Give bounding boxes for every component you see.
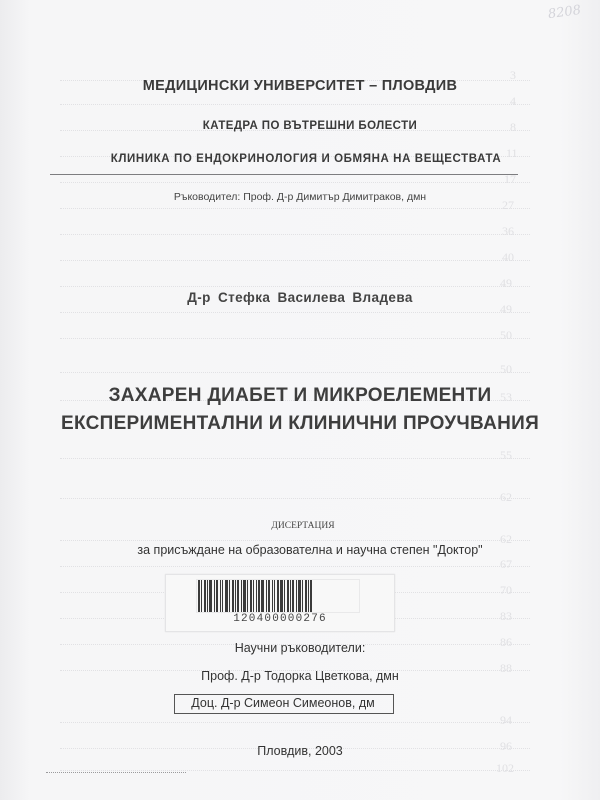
bleed-line — [60, 338, 530, 340]
dotted-line — [46, 772, 186, 773]
author-name: Д-р Стефка Василева Владева — [187, 290, 413, 305]
handwritten-mark: 8208 — [547, 2, 582, 23]
bleed-page-number: 17 — [504, 172, 516, 186]
bleed-page-number: 50 — [500, 362, 512, 376]
clinic-name: КЛИНИКА ПО ЕНДОКРИНОЛОГИЯ И ОБМЯНА НА ВЕЩЕСТВАТА — [110, 153, 502, 165]
barcode-number: 120400000276 — [233, 613, 327, 625]
header-rule — [50, 174, 518, 175]
bleed-page-number: 96 — [500, 739, 512, 753]
supervisor-1: Проф. Д-р Тодорка Цветкова, дмн — [201, 669, 399, 683]
bleed-page-number: 67 — [500, 557, 512, 571]
bleed-page-number: 40 — [502, 250, 514, 264]
degree-statement: за присъждане на образователна и научна степен "Доктор" — [137, 543, 483, 557]
bleed-page-number: 11 — [506, 146, 518, 160]
bleed-line — [60, 498, 530, 500]
bleed-page-number: 86 — [500, 635, 512, 649]
bleed-line — [60, 286, 530, 288]
thesis-title-line-2: ЕКСПЕРИМЕНТАЛНИ И КЛИНИЧНИ ПРОУЧВАНИЯ — [60, 413, 540, 434]
bleed-page-number: 3 — [510, 68, 516, 82]
bleed-line — [60, 182, 530, 184]
bleed-line — [60, 540, 530, 542]
bleed-page-number: 50 — [500, 328, 512, 342]
department-name: КАТЕДРА ПО ВЪТРЕШНИ БОЛЕСТИ — [202, 120, 418, 132]
bleed-page-number: 88 — [500, 661, 512, 675]
bleed-page-number: 70 — [500, 583, 512, 597]
bleed-page-number: 36 — [502, 224, 514, 238]
bleed-page-number: 55 — [500, 448, 512, 462]
bleed-page-number: 94 — [500, 713, 512, 727]
bleed-line — [60, 722, 530, 724]
bleed-page-number: 62 — [500, 532, 512, 546]
bleed-page-number: 49 — [500, 302, 512, 316]
document-type: ДИСЕРТАЦИЯ — [271, 521, 335, 531]
barcode-icon — [196, 579, 360, 613]
bleed-line — [60, 234, 530, 236]
bleed-line — [60, 104, 530, 106]
bleed-line — [60, 208, 530, 210]
bleed-page-number: 83 — [500, 609, 512, 623]
bleed-page-number: 27 — [502, 198, 514, 212]
university-name: МЕДИЦИНСКИ УНИВЕРСИТЕТ – ПЛОВДИВ — [142, 78, 458, 94]
bleed-page-number: 62 — [500, 490, 512, 504]
bleed-line — [60, 566, 530, 568]
thesis-title-line-1: ЗАХАРЕН ДИАБЕТ И МИКРОЕЛЕМЕНТИ — [108, 385, 492, 406]
bleed-line — [60, 372, 530, 374]
clinic-head: Ръководител: Проф. Д-р Димитър Димитраков, дмн — [173, 191, 427, 203]
bleed-page-number: 8 — [510, 120, 516, 134]
supervisor-2: Доц. Д-р Симеон Симеонов, дм — [191, 696, 375, 710]
bleed-page-number: 49 — [500, 276, 512, 290]
bleed-line — [60, 312, 530, 314]
bleed-line — [60, 458, 530, 460]
barcode-label — [165, 574, 395, 632]
bleed-line — [60, 260, 530, 262]
bleed-page-number: 102 — [496, 761, 514, 775]
supervisors-heading: Научни ръководители: — [234, 641, 366, 655]
city-year: Пловдив, 2003 — [257, 744, 343, 758]
bleed-page-number: 4 — [510, 94, 516, 108]
bleed-page-number: 53 — [500, 390, 512, 404]
